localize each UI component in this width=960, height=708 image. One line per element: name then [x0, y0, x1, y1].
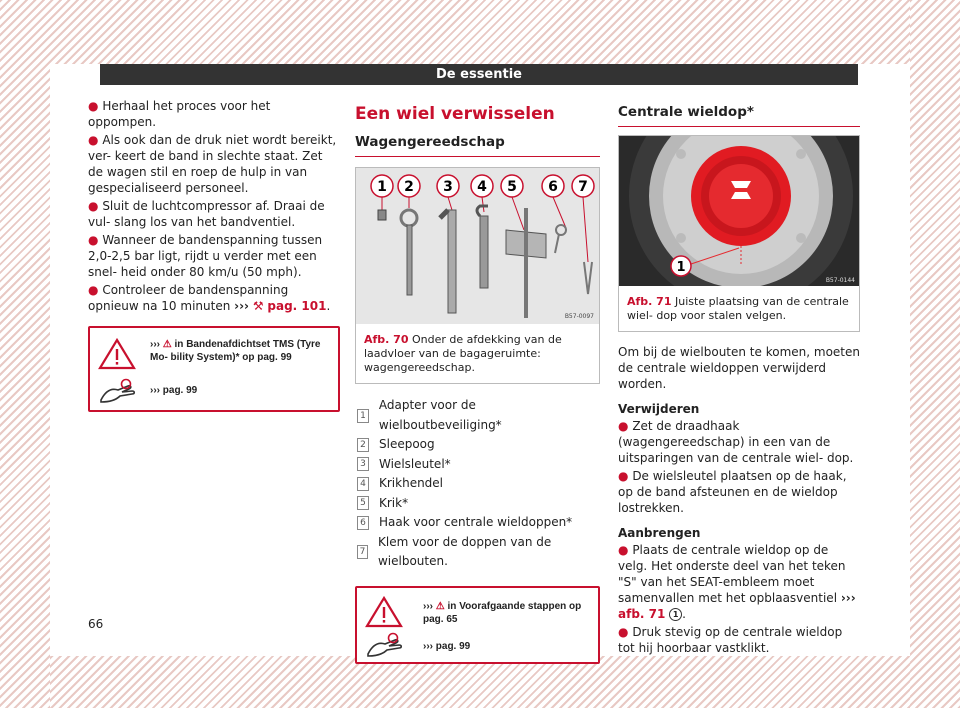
svg-text:1: 1: [676, 260, 686, 275]
svg-text:B57-0144: B57-0144: [825, 277, 855, 284]
note-hand-icon: [365, 630, 403, 662]
svg-text:2: 2: [404, 179, 414, 195]
list-item: ● Zet de draadhaak (wagengereedschap) in een van de uitsparingen van de centrale wiel- dop.: [618, 419, 854, 465]
warning-link[interactable]: in Voorafgaande stappen op pag. 65: [423, 600, 582, 625]
page-link[interactable]: pag. 101: [267, 299, 327, 313]
section-subtitle: Centrale wieldop*: [618, 104, 860, 127]
column-right: [618, 102, 860, 658]
list-item: 2 Sleepoog: [355, 435, 600, 455]
svg-text:B57-0097: B57-0097: [564, 313, 594, 320]
svg-text:3: 3: [443, 179, 453, 195]
page-border-bottom: [0, 656, 960, 708]
warning-box: ››› ⚠ in Voorafgaande stappen op pag. 65 ››› pag. 99: [355, 586, 600, 664]
remove-heading: Verwijderen: [618, 402, 700, 416]
page-border-right: [910, 0, 960, 708]
list-item: ● Plaats de centrale wieldop op de velg. Het onderste deel van het teken "S" van het SEAT-embleem moet samenvallen met het opblaasventiel ››› afb. 71 1 .: [618, 543, 856, 621]
list-item: 6 Haak voor centrale wieldoppen*: [355, 513, 600, 533]
warning-box: ››› ⚠ in Bandenafdichtset TMS (Tyre Mo- bility System)* op pag. 99 ››› pag. 99: [88, 326, 340, 412]
list-item: ● Wanneer de bandenspanning tussen 2,0-2,5 bar ligt, rijdt u verder met een snel- heid onder 80 km/u (50 mph).: [88, 233, 323, 279]
list-item: ● Sluit de luchtcompressor af. Draai de vul- slang los van het bandventiel.: [88, 199, 325, 229]
figure-caption: Afb. 71 Juiste plaatsing van de centrale wiel- dop voor stalen velgen.: [627, 295, 849, 322]
column-left: [88, 98, 340, 412]
list-item: 1 Adapter voor de wielboutbeveiliging*: [355, 396, 600, 435]
list-item: 7 Klem voor de doppen van de wielbouten.: [355, 533, 600, 572]
callout-number: 1: [669, 608, 682, 621]
list-item: 5 Krik*: [355, 494, 600, 514]
warning-icon: [365, 596, 403, 628]
column-middle: [355, 102, 600, 664]
note-link[interactable]: pag. 99: [162, 385, 198, 396]
figure-toolkit: [355, 167, 600, 384]
list-item: 4 Krikhendel: [355, 474, 600, 494]
note-hand-icon: [98, 376, 136, 408]
tools-icon: ⚒: [252, 299, 264, 313]
section-title: Een wiel verwisselen: [355, 104, 555, 124]
svg-text:4: 4: [477, 179, 487, 195]
toolkit-illustration: [356, 168, 599, 324]
list-item: ● Druk stevig op de centrale wieldop tot hij hoorbaar vastklikt.: [618, 625, 843, 655]
svg-text:6: 6: [548, 179, 558, 195]
section-subtitle: Wagengereedschap: [355, 134, 600, 157]
figure-caption: Afb. 70 Onder de afdekking van de laadvloer van de bagageruimte: wagengereedschap.: [364, 333, 562, 374]
list-item: ● Als ook dan de druk niet wordt bereikt, ver- keert de band in slechte staat. Zet de wagen stil en roep de hulp in van gespecialiseerd personeel.: [88, 133, 337, 195]
svg-text:7: 7: [578, 179, 588, 195]
page-border-top: [0, 0, 960, 64]
list-item: ● De wielsleutel plaatsen op de haak, op de band afsteunen en de wieldop lostrekken.: [618, 469, 847, 515]
warning-link[interactable]: in Bandenafdichtset TMS (Tyre Mo- bility System)* op pag. 99: [150, 339, 321, 363]
tool-legend: [355, 396, 600, 572]
figure-hubcap: [618, 135, 860, 332]
warning-icon: [98, 338, 136, 370]
apply-heading: Aanbrengen: [618, 526, 701, 540]
page-number: 66: [88, 617, 104, 631]
note-link[interactable]: pag. 99: [435, 640, 471, 652]
svg-text:1: 1: [377, 179, 387, 195]
page-border-left: [0, 0, 50, 708]
section-header: De essentie: [100, 64, 858, 85]
list-item: 3 Wielsleutel*: [355, 455, 600, 475]
warning-icon-small: ⚠: [162, 339, 172, 350]
hubcap-illustration: [619, 136, 859, 286]
svg-text:5: 5: [507, 179, 517, 195]
list-item: ● Controleer de bandenspanning opnieuw na 10 minuten ››› ⚒ pag. 101.: [88, 283, 331, 313]
list-item: ● Herhaal het proces voor het oppompen.: [88, 99, 271, 129]
intro-text: Om bij de wielbouten te komen, moeten de centrale wieldoppen verwijderd worden.: [618, 345, 860, 391]
figure-link[interactable]: afb. 71: [618, 607, 666, 621]
